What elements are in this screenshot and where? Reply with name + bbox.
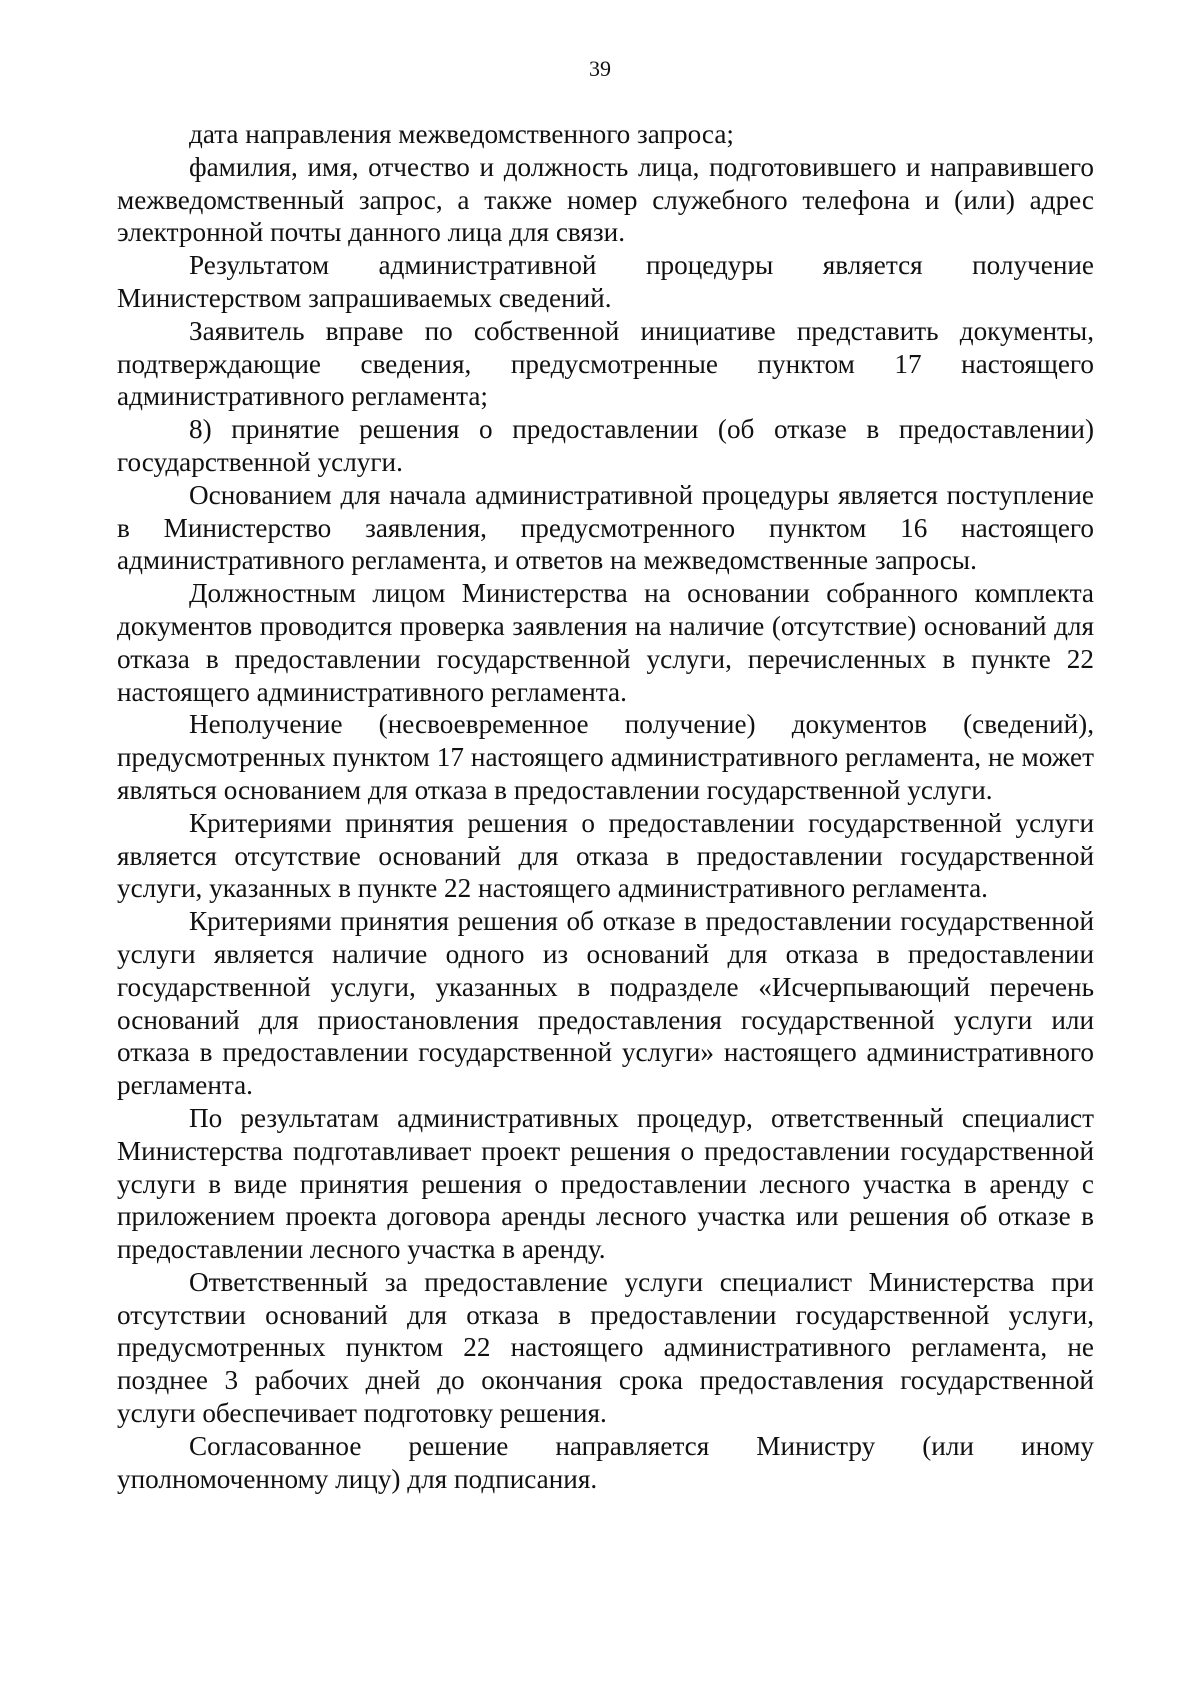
paragraph-decision-preparation: Ответственный за предоставление услуги специалист Министерства при отсутствии оснований для отказа в предоставлении государственной услуги, предусмотренных пунктом 22 настоящего административного регламента, не позднее 3 рабочих дней до окончания срока предоставления государственной услуги обеспечивает подготовку решения. bbox=[117, 1266, 1094, 1429]
document-body bbox=[117, 118, 1094, 1495]
paragraph-application-check: Должностным лицом Министерства на основании собранного комплекта документов проводится проверка заявления на наличие (отсутствие) оснований для отказа в предоставлении государственной услуги, перечисленных в пункте 22 настоящего административного регламента. bbox=[117, 578, 1094, 707]
paragraph-item-8-decision: 8) принятие решения о предоставлении (об отказе в предоставлении) государственной услуги. bbox=[117, 414, 1094, 477]
page-number: 39 bbox=[589, 56, 611, 81]
paragraph-procedure-basis: Основанием для начала административной процедуры является поступление в Министерство заявления, предусмотренного пунктом 16 настоящего административного регламента, и ответов на межведомственные запросы. bbox=[117, 479, 1094, 576]
paragraph-signing: Согласованное решение направляется Министру (или иному уполномоченному лицу) для подписания. bbox=[117, 1430, 1094, 1494]
paragraph-non-receipt: Неполучение (несвоевременное получение) документов (сведений), предусмотренных пунктом 17 настоящего административного регламента, не может являться основанием для отказа в предоставлении государственной услуги. bbox=[117, 709, 1094, 805]
paragraph-procedure-result: Результатом административной процедуры является получение Министерством запрашиваемых сведений. bbox=[117, 250, 1094, 313]
paragraph-contact-person: фамилия, имя, отчество и должность лица, подготовившего и направившего межведомственный запрос, а также номер служебного телефона и (или) адрес электронной почты данного лица для связи. bbox=[117, 151, 1094, 248]
paragraph-draft-decision: По результатам административных процедур, ответственный специалист Министерства подготавливает проект решения о предоставлении государственной услуги в виде принятия решения о предоставлении лесного участка в аренду с приложением проекта договора аренды лесного участка или решения об отказе в предоставлении лесного участка в аренду. bbox=[117, 1102, 1094, 1265]
paragraph-refusal-criteria: Критериями принятия решения об отказе в предоставлении государственной услуги является наличие одного из оснований для отказа в предоставлении государственной услуги, указанных в подразделе «Исчерпывающий перечень оснований для приостановления предоставления государственной услуги или отказа в предоставлении государственной услуги» настоящего административного регламента. bbox=[117, 906, 1094, 1101]
paragraph-request-date: дата направления межведомственного запроса; bbox=[189, 119, 734, 149]
paragraph-applicant-right: Заявитель вправе по собственной инициативе представить документы, подтверждающие сведения, предусмотренные пунктом 17 настоящего административного регламента; bbox=[117, 315, 1094, 412]
paragraph-approval-criteria: Критериями принятия решения о предоставлении государственной услуги является отсутствие оснований для отказа в предоставлении государственной услуги, указанных в пункте 22 настоящего административного регламента. bbox=[117, 807, 1094, 904]
